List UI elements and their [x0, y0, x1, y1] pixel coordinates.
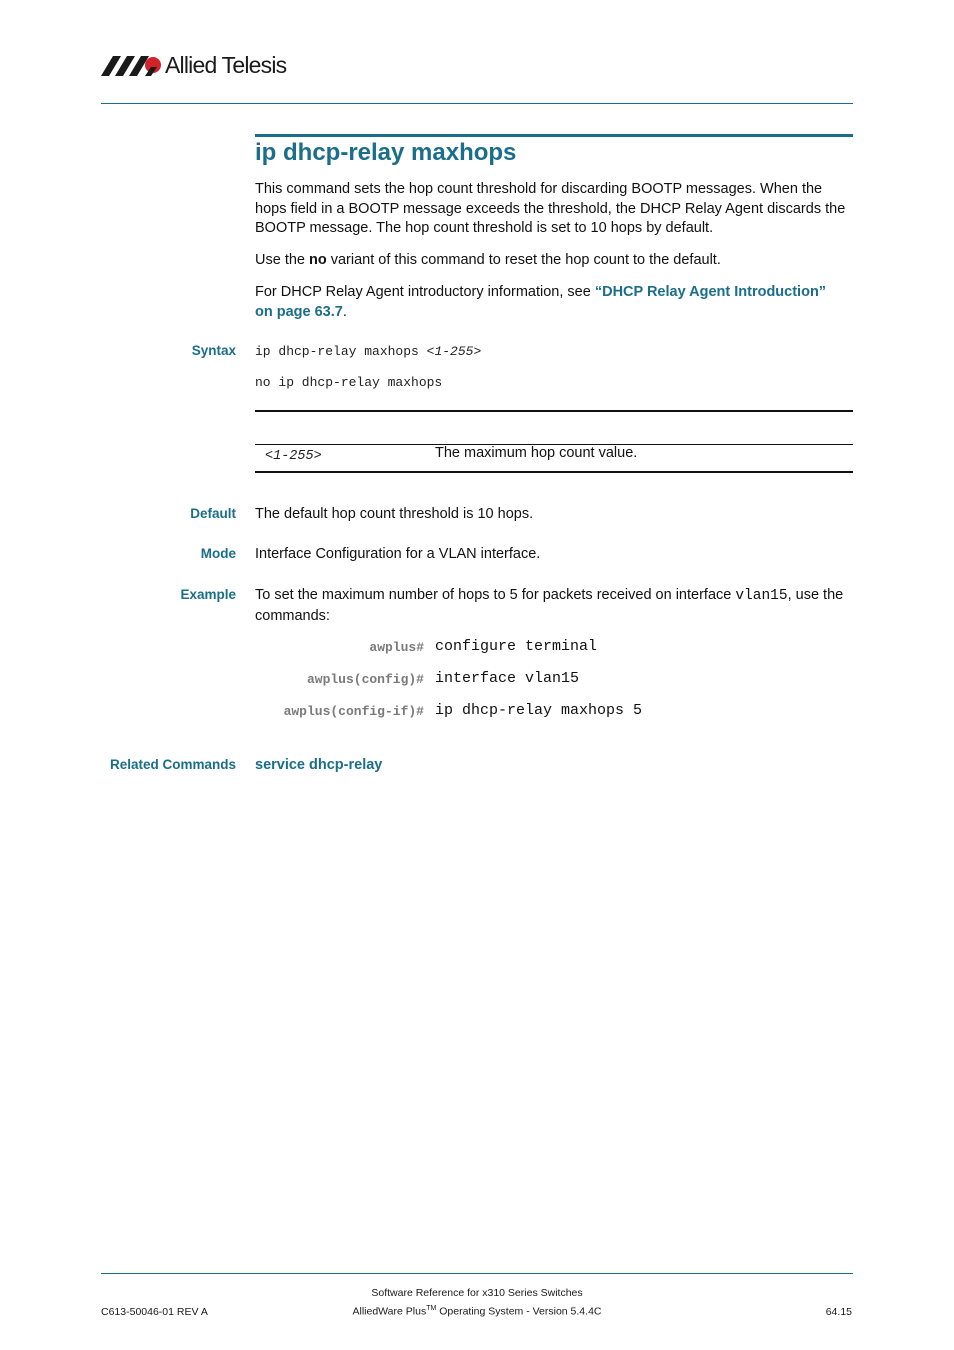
cli-prompt: awplus(config-if)#	[283, 704, 424, 719]
brand-name: Allied Telesis	[165, 52, 287, 78]
syntax-bracket: <	[426, 344, 435, 359]
cli-command: configure terminal	[435, 638, 598, 655]
parameter-table-top-rule	[255, 410, 853, 412]
syntax-line-2: no ip dhcp-relay maxhops	[255, 375, 443, 390]
description-paragraph-1: This command sets the hop count threshold for discarding BOOTP messages. When the hops field in a BOOTP message exceeds the threshold, the DHCP Relay Agent discards the BOOTP message. The hop count threshold is set to 10 hops by default.	[255, 181, 846, 236]
parameter-name: <1-255>	[265, 449, 322, 464]
cli-prompt: awplus#	[369, 640, 424, 655]
mode-label: Mode	[200, 546, 236, 561]
no-keyword: no	[309, 252, 327, 268]
allied-telesis-logo	[101, 52, 301, 82]
footer-divider	[101, 1273, 853, 1274]
allied-telesis-logo-icon	[101, 54, 163, 76]
text-run: AlliedWare Plus	[352, 1305, 427, 1318]
syntax-label: Syntax	[191, 343, 236, 358]
mode-text: Interface Configuration for a VLAN interface.	[255, 546, 541, 562]
text-run: Use the	[255, 252, 309, 268]
description-paragraph-3	[255, 283, 853, 322]
syntax-command: ip dhcp-relay maxhops	[255, 344, 427, 359]
page-title: ip dhcp-relay maxhops	[255, 139, 517, 166]
example-text	[255, 586, 853, 626]
footer-doc-id: C613-50046-01 REV A	[101, 1306, 208, 1318]
title-rule	[255, 134, 853, 137]
text-run: For DHCP Relay Agent introductory information, see	[255, 284, 595, 300]
cli-prompt: awplus(config)#	[306, 672, 424, 687]
text-run: To set the maximum number of hops to 5 for packets received on interface	[255, 587, 736, 603]
cli-line	[255, 702, 853, 722]
syntax-bracket: >	[473, 344, 482, 359]
footer-title: Software Reference for x310 Series Switches	[371, 1287, 583, 1299]
cli-command: ip dhcp-relay maxhops 5	[435, 702, 643, 719]
trademark: TM	[426, 1305, 437, 1312]
cli-line	[255, 670, 853, 690]
example-label: Example	[180, 587, 236, 602]
description-paragraph-2	[255, 251, 853, 271]
default-label: Default	[190, 506, 236, 521]
text-run: Operating System - Version 5.4.4C	[436, 1305, 602, 1318]
header-divider	[101, 103, 853, 104]
text-run: variant of this command to reset the hop count to the default.	[326, 252, 721, 268]
related-commands-label: Related Commands	[109, 757, 236, 772]
service-dhcp-relay-link[interactable]: service dhcp-relay	[255, 757, 383, 773]
text-run: .	[342, 303, 347, 320]
text-run: , use the commands:	[255, 587, 844, 624]
footer-page-number: 64.15	[825, 1306, 852, 1318]
cli-command: interface vlan15	[435, 670, 580, 687]
parameter-table-bottom-rule	[255, 471, 853, 473]
link-text-line2: on page 63.7	[255, 303, 343, 320]
vlan-code: vlan15	[735, 588, 788, 604]
link-text-line1: “DHCP Relay Agent Introduction”	[594, 284, 827, 300]
default-text: The default hop count threshold is 10 hops.	[255, 506, 534, 522]
syntax-param: 1-255	[434, 344, 474, 359]
cli-line	[255, 638, 853, 658]
syntax-line-1	[255, 344, 481, 359]
parameter-description: The maximum hop count value.	[435, 445, 638, 461]
